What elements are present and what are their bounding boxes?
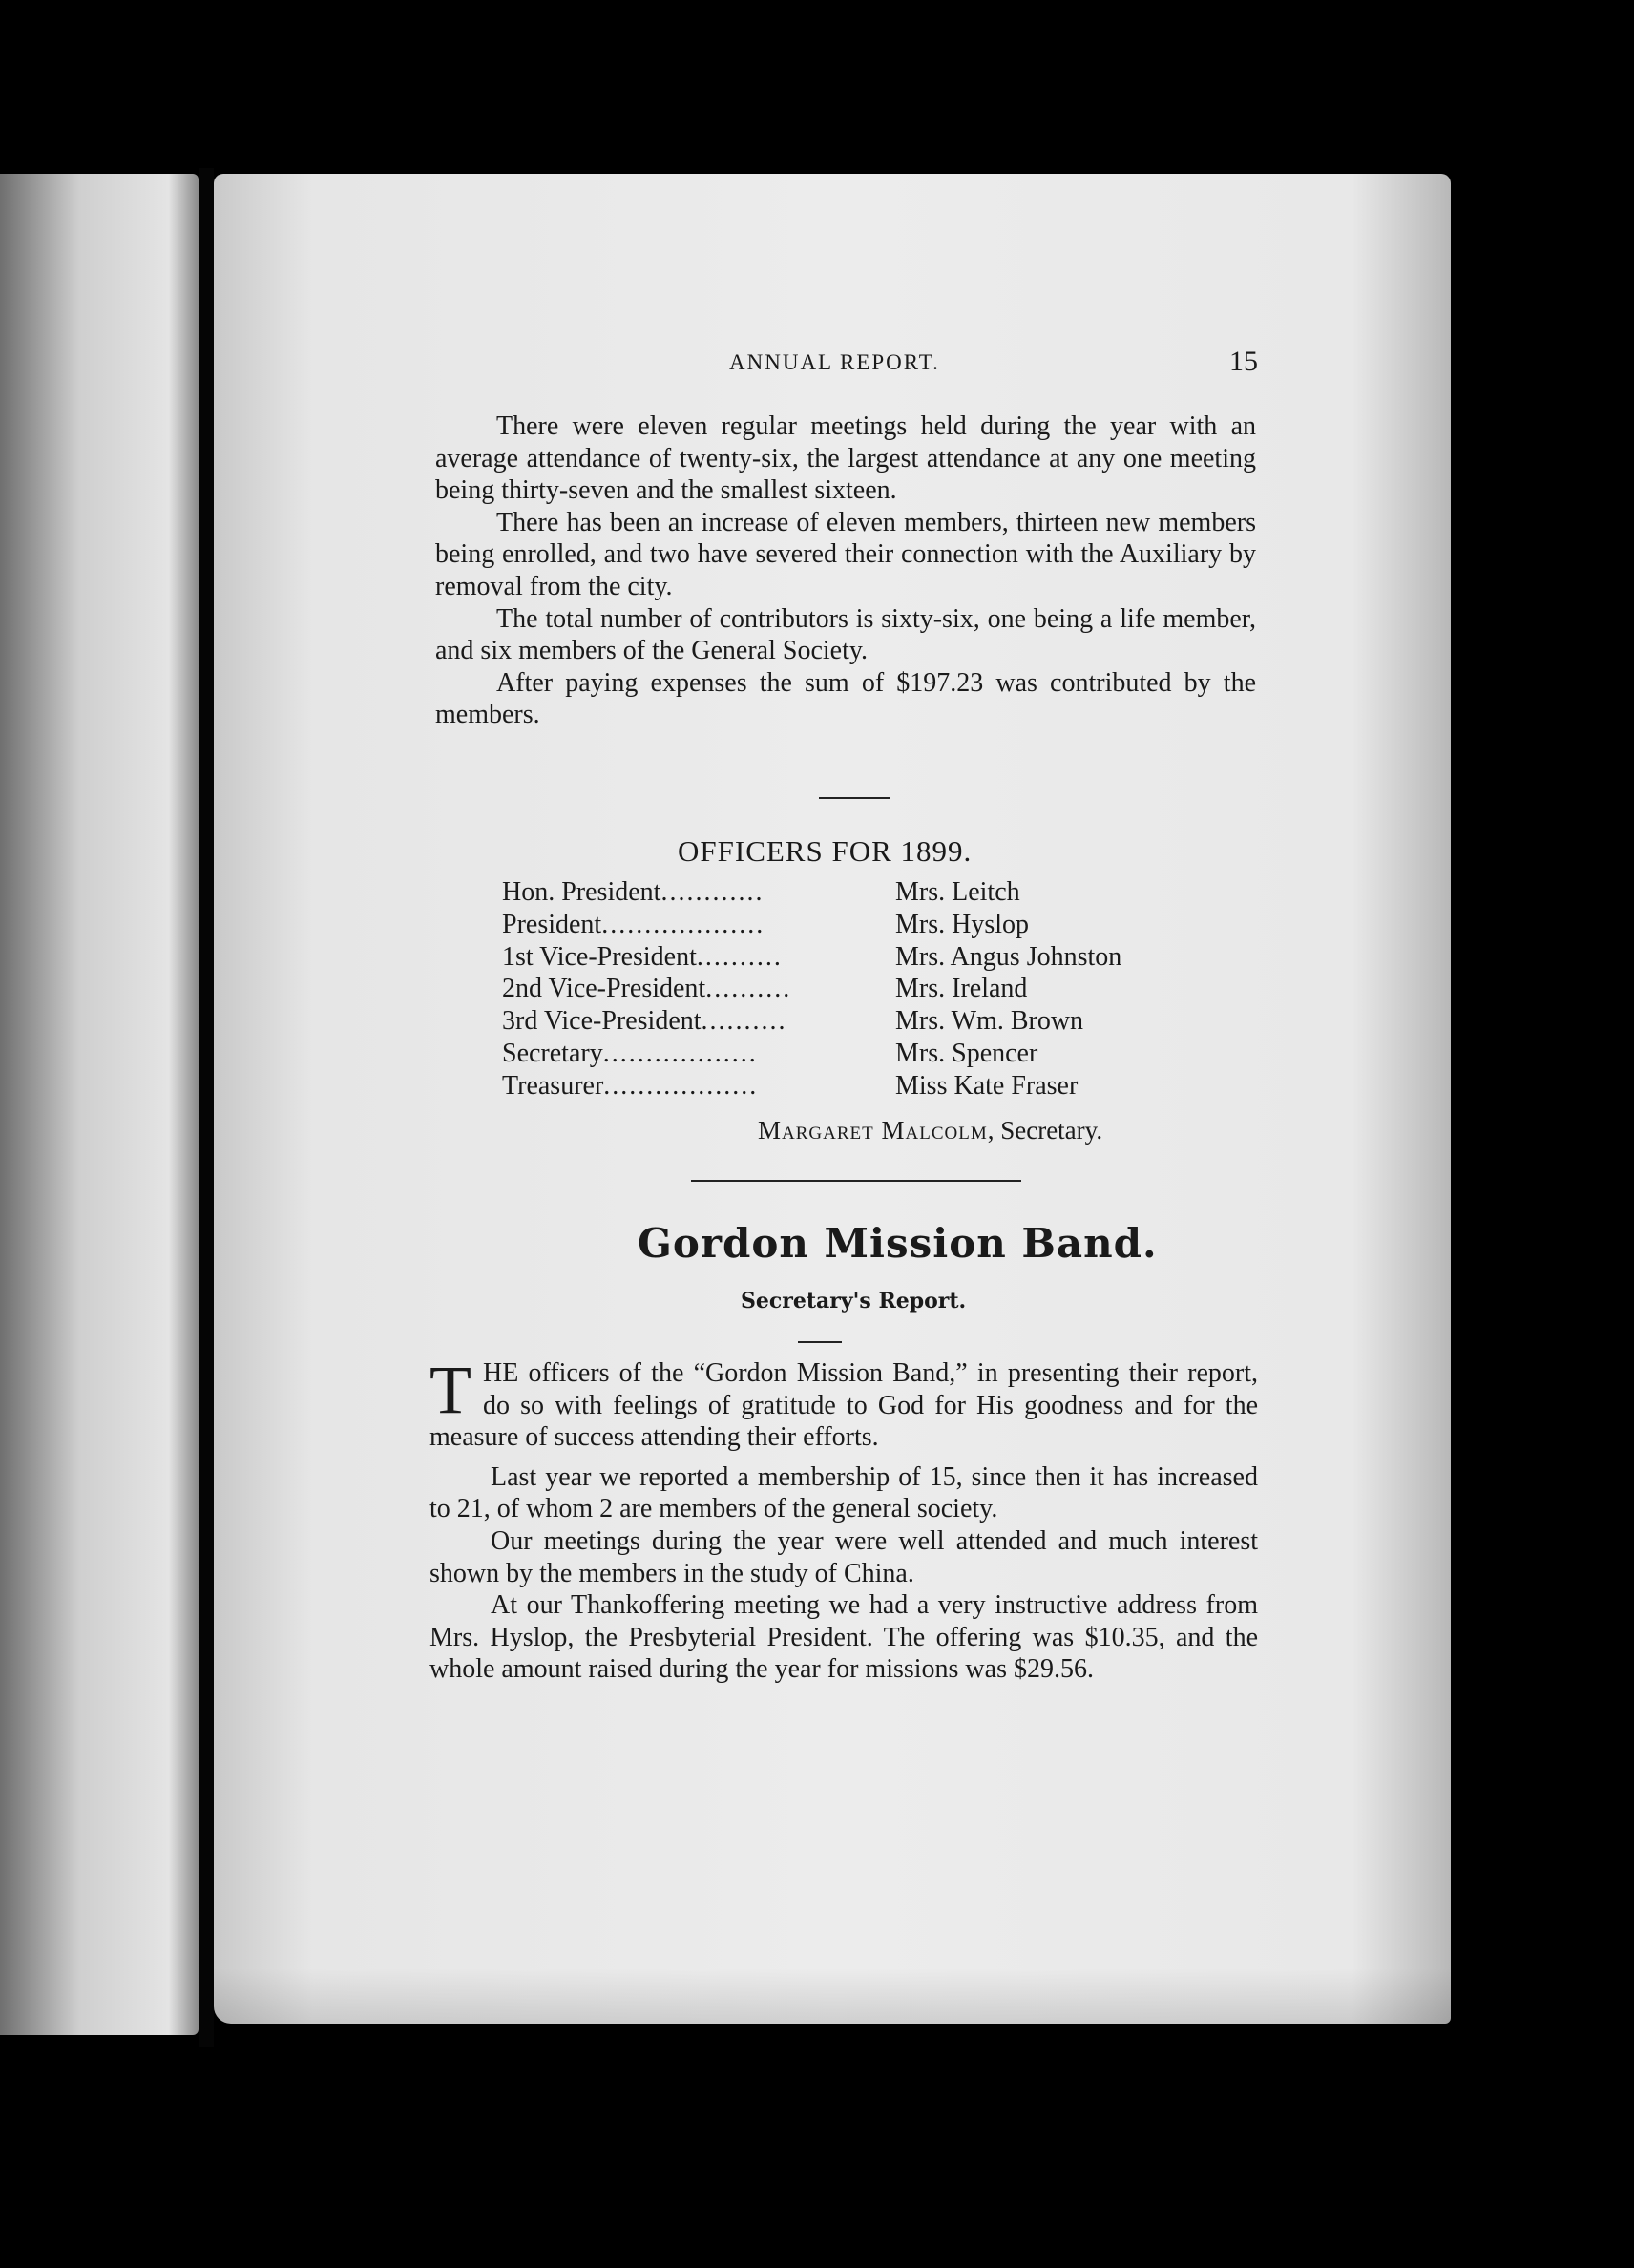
auxiliary-report [435,410,1256,731]
officer-name: Mrs. Leitch [895,877,1020,907]
signature-role: , Secretary. [987,1116,1103,1144]
officer-name: Miss Kate Fraser [895,1070,1079,1101]
officer-name: Mrs. Wm. Brown [895,1006,1084,1037]
leader-dots: ................... [601,909,765,939]
officer-name: Mrs. Spencer [895,1038,1038,1068]
officer-row [502,876,1121,909]
running-head: ANNUAL REPORT. [729,350,940,374]
page-number: 15 [1229,346,1258,377]
officers-list [502,876,1121,1102]
paragraph: Last year we reported a membership of 15, since then it has increased to 21, of whom 2 are members of the general society. [429,1461,1258,1524]
section-subtitle: Secretary's Report. [741,1289,967,1313]
officer-role: Hon. President [502,877,661,907]
paragraph-text: HE officers of the “Gordon Mission Band,” in presenting their report, do so with feelings of gratitude to God for His goodness and for the measure of success attending their efforts. [429,1358,1258,1453]
leader-dots: .......... [701,1006,787,1037]
officer-name: Mrs. Angus Johnston [895,941,1122,972]
officers-title: OFFICERS FOR [678,834,892,868]
paragraph: At our Thankoffering meeting we had a very instructive address from Mrs. Hyslop, the Presbyterial President. The offering was $10.35, and the whole amount raised during the year for missions was $29.56. [429,1590,1258,1685]
officer-role: 2nd Vice-President [502,974,706,1004]
officer-row [502,1005,1121,1038]
section-title: Gordon Mission Band. [638,1220,1158,1267]
officer-name: Mrs. Ireland [895,974,1028,1004]
section-divider [819,797,890,799]
paragraph [429,1352,1258,1454]
signature-line [758,1116,1102,1145]
officer-role: 1st Vice-President [502,941,697,972]
mission-band-report [429,1352,1258,1686]
leader-dots: .................. [603,1070,759,1101]
officer-row [502,909,1121,941]
officer-role: President [502,909,602,939]
paragraph: Our meetings during the year were well attended and much interest shown by the members in the study of China. [429,1525,1258,1588]
officer-role: 3rd Vice-President [502,1006,702,1037]
leader-dots: .......... [705,974,792,1004]
officer-row [502,1038,1121,1070]
book-page [214,174,1451,2024]
leader-dots: .......... [696,941,783,972]
section-divider [691,1180,1021,1182]
leader-dots: ............ [660,877,765,907]
paragraph: There has been an increase of eleven members, thirteen new members being enrolled, and two have severed their connection with the Auxiliary by removal from the city. [435,507,1256,601]
paragraph: There were eleven regular meetings held during the year with an average attendance of twenty-six, the largest attendance at any one meeting being thirty-seven and the smallest sixteen. [435,411,1256,506]
section-divider [798,1341,842,1343]
paragraph: The total number of contributors is sixty-six, one being a life member, and six members of the General Society. [435,603,1256,666]
officer-row [502,941,1121,974]
officer-row [502,1070,1121,1102]
officers-heading [678,834,972,869]
signature-name: Margaret Malcolm [758,1116,988,1144]
officer-row [502,973,1121,1005]
page-shadow [214,1968,1451,2024]
book-gutter [199,168,214,2047]
drop-cap: T [429,1352,471,1428]
officer-name: Mrs. Hyslop [895,909,1030,939]
officers-year: 1899. [900,834,973,868]
officer-role: Secretary [502,1038,603,1068]
officer-role: Treasurer [502,1070,604,1101]
paragraph: After paying expenses the sum of $197.23 was contributed by the members. [435,667,1256,730]
facing-page-edge [0,174,199,2035]
leader-dots: .................. [602,1038,758,1068]
